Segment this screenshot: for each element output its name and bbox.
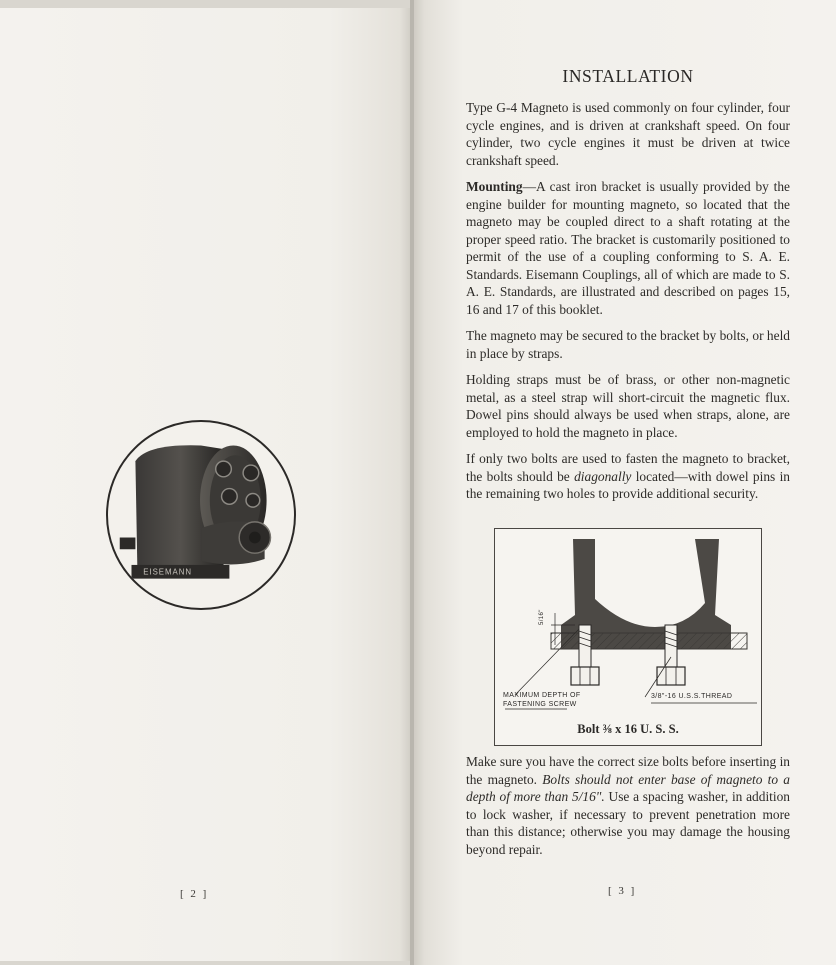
page-gutter — [410, 0, 414, 965]
magneto-photo — [106, 420, 296, 610]
bolt-depth-emphasis: Bolts should not enter base of magneto to a depth of more than 5/16". — [466, 771, 790, 804]
brand-plate-text: EISEMANN — [143, 567, 192, 577]
figure-caption: Bolt ⅜ x 16 U. S. S. — [577, 722, 679, 736]
mounting-text: —A cast iron bracket is usually provided by the engine builder for mounting magneto, so located that the magneto may be coupled direct to a shaft rotating at the proper speed ratio. The bracket is customarily positioned to permit of the use of a coupling conforming to S. A. E. Standards. Eisemann Couplings, all of which are made to S. A. E. Standards, are illustrated and described on pages 15, 16 and 17 of this booklet. — [466, 179, 790, 317]
max-depth-label-line1: MAXIMUM DEPTH OF — [503, 692, 581, 699]
magneto-illustration — [108, 422, 294, 608]
bolt-diagram — [494, 528, 762, 746]
depth-dimension-label: 5/16" — [539, 609, 545, 625]
paragraph-holding-straps: Holding straps must be of brass, or other non-magnetic metal, as a steel strap will short-circuit the magnetic flux. Dowel pins should always be used when straps, alone, are employed to hold the magneto in place. — [466, 372, 790, 440]
two-bolts-text-a: If only two bolts are used to fasten the magneto to bracket, the bolts should be — [466, 451, 790, 484]
section-heading: INSTALLATION — [562, 66, 694, 86]
page-number-left: [ 2 ] — [180, 888, 209, 900]
mounting-runin-heading: Mounting — [466, 179, 523, 194]
diagonally-emphasis: diagonally — [574, 468, 632, 484]
paragraph-bolt-size — [466, 753, 790, 858]
bolt-cross-section — [495, 529, 760, 719]
bolt-size-text-b: Use a spacing washer, in addition to lock washer, if necessary to prevent penetration more than this distance; otherwise you may damage the housing beyond repair. — [466, 789, 790, 857]
two-bolts-text-b: located—with dowel pins in the remaining two holes to provide additional security. — [466, 468, 790, 501]
paragraph-two-bolts — [466, 450, 790, 503]
paragraph-intro: Type G-4 Magneto is used commonly on four cylinder, four cycle engines, and is driven at crankshaft speed. On four cylinder, two cycle engines it must be driven at twice crankshaft speed. — [466, 100, 790, 168]
page-number-right: [ 3 ] — [608, 885, 637, 897]
bolt-size-section — [466, 753, 790, 867]
installation-section — [466, 66, 790, 512]
max-depth-label-line2: FASTENING SCREW — [503, 701, 577, 708]
paragraph-bolts-straps: The magneto may be secured to the bracket by bolts, or held in place by straps. — [466, 328, 790, 361]
bolt-size-text-a: Make sure you have the correct size bolts before inserting in the magneto. — [466, 754, 790, 787]
thread-spec-label: 3/8"-16 U.S.S.THREAD — [651, 693, 733, 700]
paragraph-mounting — [466, 178, 790, 318]
